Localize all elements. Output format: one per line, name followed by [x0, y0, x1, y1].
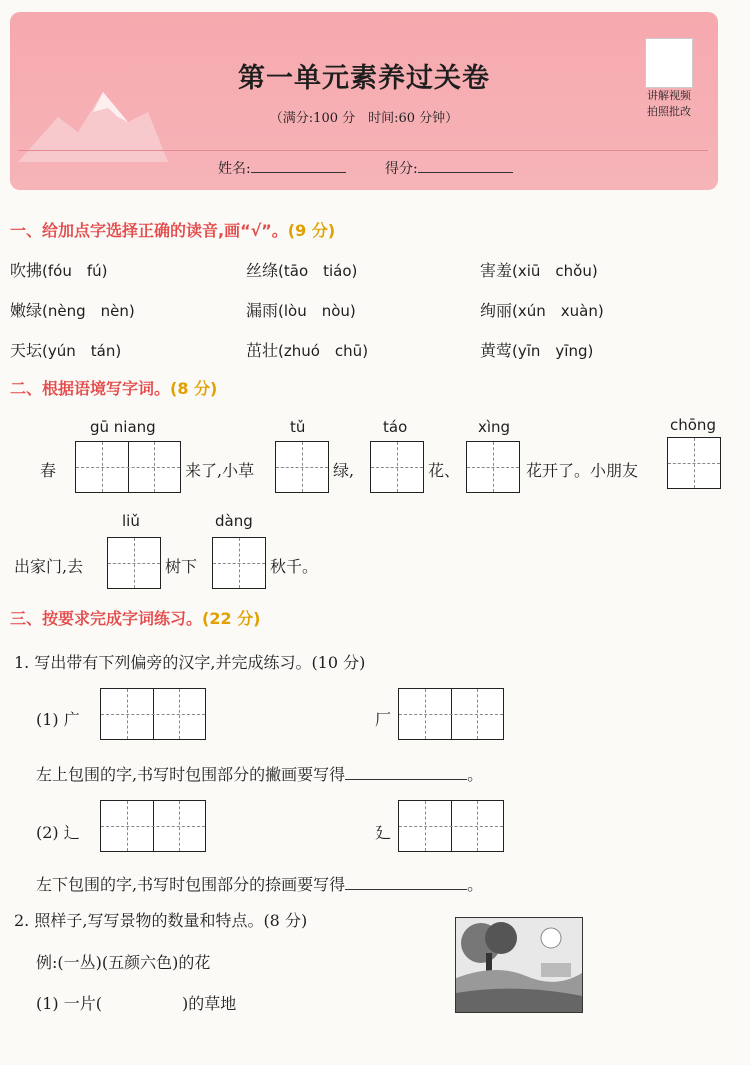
exam-title: 第一单元素养过关卷: [238, 63, 490, 94]
question-2: 2. 照样子,写写景物的数量和特点。(8 分): [14, 911, 308, 930]
text-lv: 绿,: [333, 461, 355, 480]
text-huakaile: 花开了。小朋友: [526, 461, 639, 480]
question-1b-text: 左下包围的字,书写时包围部分的捺画要写得 。: [36, 875, 484, 894]
pinyin-liu: liǔ: [122, 512, 140, 530]
item-1[interactable]: 吹拂(fóu fú): [10, 261, 108, 280]
text-chujiamen: 出家门,去: [14, 557, 84, 576]
pinyin-guniang: gū niang: [90, 418, 156, 436]
section3-title: 三、按要求完成字词练习。(22 分): [10, 609, 261, 628]
landscape-illustration: [455, 917, 583, 1013]
name-field[interactable]: 姓名:: [218, 158, 346, 178]
qr-label-grading: 拍照批改: [647, 105, 691, 118]
item-5[interactable]: 漏雨(lòu nòu): [246, 301, 356, 320]
answer-grid-yin[interactable]: [398, 800, 504, 852]
text-chun: 春: [40, 461, 57, 480]
item-4[interactable]: 嫩绿(nèng nèn): [10, 301, 135, 320]
item-6[interactable]: 绚丽(xún xuàn): [480, 301, 604, 320]
item-9[interactable]: 黄莺(yīn yīng): [480, 341, 594, 360]
answer-grid-chang[interactable]: [398, 688, 504, 740]
answer-line-pie[interactable]: [345, 767, 467, 780]
item-7[interactable]: 天坛(yún tán): [10, 341, 122, 360]
qr-label-video: 讲解视频: [647, 89, 691, 102]
name-bar: [18, 150, 708, 181]
question-2-item1[interactable]: (1) 一片( )的草地: [36, 994, 237, 1013]
pinyin-xing: xìng: [478, 418, 511, 436]
question-1: 1. 写出带有下列偏旁的汉字,并完成练习。(10 分): [14, 653, 366, 672]
answer-grid-xing[interactable]: [466, 441, 520, 493]
radical-chang: 厂: [375, 710, 392, 729]
question-2-example: 例:(一丛)(五颜六色)的花: [36, 953, 211, 972]
text-qiuqian: 秋千。: [270, 557, 319, 576]
text-hua: 花、: [428, 461, 461, 480]
text-laile: 来了,小草: [185, 461, 255, 480]
answer-grid-chuo[interactable]: [100, 800, 206, 852]
section1-title: 一、给加点字选择正确的读音,画“√”。(9 分): [10, 221, 336, 240]
text-shuxia: 树下: [165, 557, 198, 576]
exam-subtitle: （满分:100 分 时间:60 分钟）: [269, 111, 459, 126]
answer-grid-tu[interactable]: [275, 441, 329, 493]
answer-grid-guang[interactable]: [100, 688, 206, 740]
pinyin-dang: dàng: [215, 512, 253, 530]
answer-grid-guniang[interactable]: [75, 441, 181, 493]
radical-guang: (1) 广: [36, 710, 80, 729]
radical-chuo: (2) 辶: [36, 823, 80, 842]
answer-line-na[interactable]: [345, 877, 467, 890]
qr-code[interactable]: [634, 38, 704, 138]
radical-yin: 廴: [375, 823, 392, 842]
answer-grid-tao[interactable]: [370, 441, 424, 493]
answer-grid-chong[interactable]: [667, 437, 721, 489]
score-field[interactable]: 得分:: [385, 158, 513, 178]
section2-title: 二、根据语境写字词。(8 分): [10, 379, 218, 398]
pinyin-tao: táo: [383, 418, 408, 436]
qr-code-icon: [645, 38, 693, 88]
item-3[interactable]: 害羞(xiū chǒu): [480, 261, 598, 280]
answer-grid-liu[interactable]: [107, 537, 161, 589]
pinyin-chong: chōng: [670, 416, 716, 434]
question-1a-text: 左上包围的字,书写时包围部分的撇画要写得 。: [36, 765, 484, 784]
pinyin-tu: tǔ: [290, 418, 306, 436]
item-2[interactable]: 丝绦(tāo tiáo): [246, 261, 358, 280]
answer-grid-dang[interactable]: [212, 537, 266, 589]
item-8[interactable]: 茁壮(zhuó chū): [246, 341, 369, 360]
